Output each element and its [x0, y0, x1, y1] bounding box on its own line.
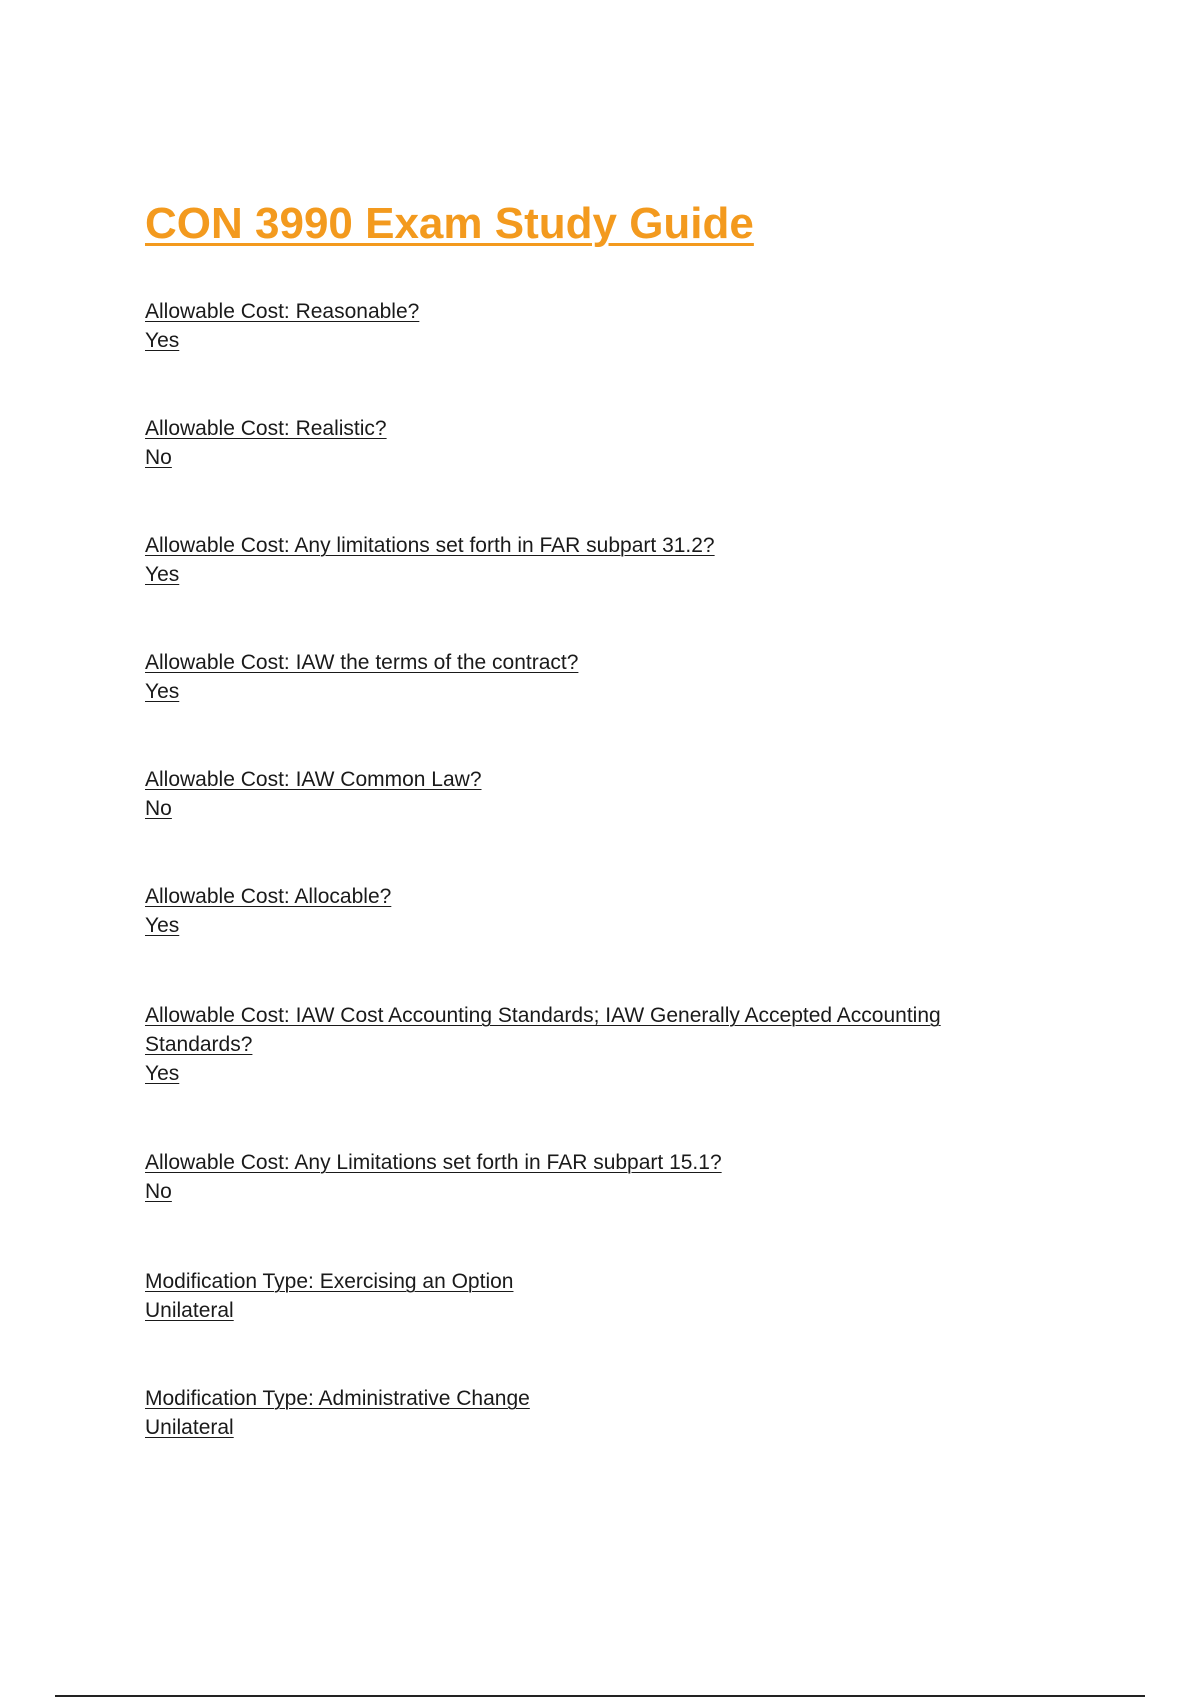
footer-divider: [55, 1695, 1145, 1697]
qa-item-7: [145, 1001, 1025, 1088]
qa-item-8: [145, 1148, 1025, 1206]
answer-text: Unilateral: [145, 1416, 234, 1439]
question-text: Allowable Cost: Realistic?: [145, 417, 387, 440]
qa-item-10: [145, 1384, 1025, 1442]
answer-text: Unilateral: [145, 1299, 234, 1322]
question-text: Allowable Cost: Any Limitations set forth in FAR subpart 15.1?: [145, 1151, 722, 1174]
qa-item-2: [145, 414, 1025, 472]
page-title: CON 3990 Exam Study Guide: [145, 199, 754, 248]
qa-item-1: [145, 297, 1025, 355]
question-text: Allowable Cost: IAW Common Law?: [145, 768, 482, 791]
answer-text: Yes: [145, 563, 180, 586]
question-text: Modification Type: Administrative Change: [145, 1387, 530, 1410]
answer-text: No: [145, 446, 172, 469]
answer-text: No: [145, 797, 172, 820]
question-text: Allowable Cost: Reasonable?: [145, 300, 420, 323]
answer-text: No: [145, 1180, 172, 1203]
qa-item-4: [145, 648, 1025, 706]
qa-item-3: [145, 531, 1025, 589]
qa-item-5: [145, 765, 1025, 823]
question-text: Allowable Cost: Allocable?: [145, 885, 392, 908]
answer-text: Yes: [145, 1062, 180, 1085]
question-text: Allowable Cost: IAW the terms of the contract?: [145, 651, 579, 674]
qa-item-6: [145, 882, 1025, 940]
question-text: Allowable Cost: Any limitations set forth in FAR subpart 31.2?: [145, 534, 715, 557]
answer-text: Yes: [145, 914, 180, 937]
qa-item-9: [145, 1267, 1025, 1325]
question-text: Allowable Cost: IAW Cost Accounting Standards; IAW Generally Accepted Accounting Standards?: [145, 1004, 941, 1056]
question-text: Modification Type: Exercising an Option: [145, 1270, 514, 1293]
answer-text: Yes: [145, 329, 180, 352]
answer-text: Yes: [145, 680, 180, 703]
